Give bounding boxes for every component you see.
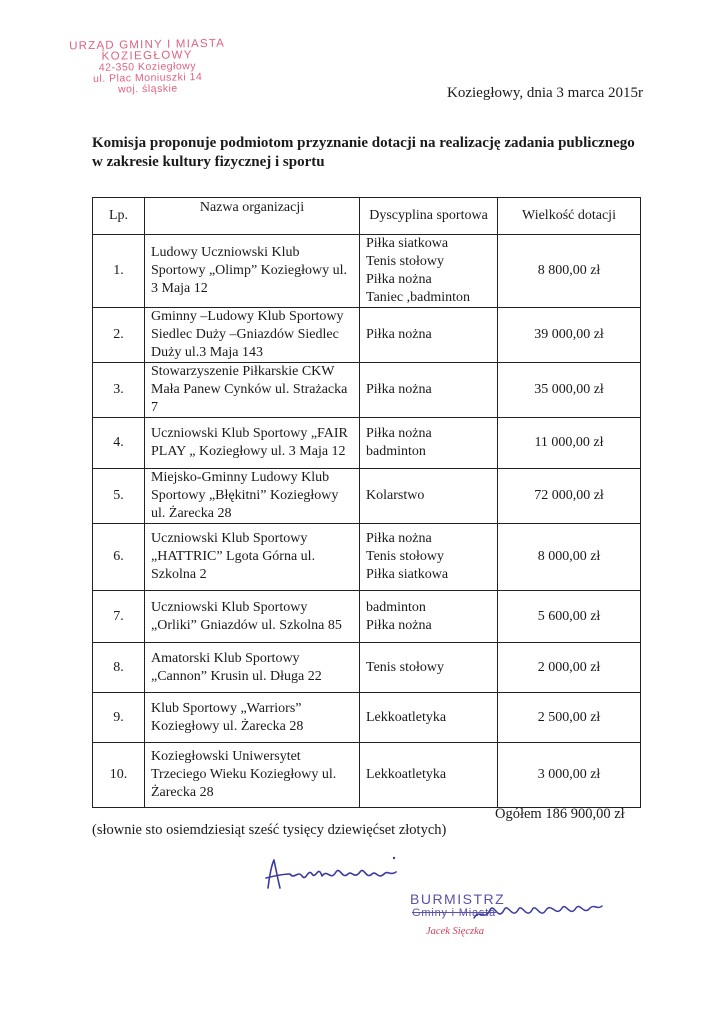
cell-amount: 2 000,00 zł bbox=[498, 643, 641, 693]
table-row bbox=[93, 418, 641, 469]
table-header-row bbox=[93, 198, 641, 235]
mayor-signature bbox=[470, 888, 605, 928]
discipline-item: Lekkoatletyka bbox=[366, 767, 447, 782]
discipline-item: Piłka siatkowa bbox=[366, 567, 449, 582]
cell-lp: 9. bbox=[93, 693, 145, 743]
cell-amount: 8 800,00 zł bbox=[498, 235, 641, 308]
stamp-line: KOZIEGŁOWY bbox=[101, 49, 194, 63]
cell-amount: 2 500,00 zł bbox=[498, 693, 641, 743]
cell-discipline bbox=[360, 591, 498, 643]
stamp-line: woj. śląskie bbox=[117, 82, 178, 96]
cell-amount: 5 600,00 zł bbox=[498, 591, 641, 643]
cell-discipline bbox=[360, 363, 498, 418]
cell-lp: 10. bbox=[93, 743, 145, 808]
cell-discipline bbox=[360, 524, 498, 591]
cell-discipline bbox=[360, 469, 498, 524]
cell-discipline bbox=[360, 643, 498, 693]
table-row bbox=[93, 643, 641, 693]
table-row bbox=[93, 693, 641, 743]
cell-organization: Uczniowski Klub Sportowy „HATTRIC” Lgota Górna ul. Szkolna 2 bbox=[145, 524, 360, 591]
cell-amount: 11 000,00 zł bbox=[498, 418, 641, 469]
discipline-item: Piłka nożna bbox=[366, 382, 432, 397]
cell-discipline bbox=[360, 308, 498, 363]
stamp-subtitle: Gminy i Miasta bbox=[412, 907, 496, 919]
discipline-item: Kolarstwo bbox=[366, 488, 425, 503]
cell-organization: Miejsko-Gminny Ludowy Klub Sportowy „Błękitni” Koziegłowy ul. Żarecka 28 bbox=[145, 469, 360, 524]
header-lp: Lp. bbox=[93, 198, 145, 235]
document-date: Koziegłowy, dnia 3 marca 2015r bbox=[447, 85, 644, 101]
cell-amount: 35 000,00 zł bbox=[498, 363, 641, 418]
table-row bbox=[93, 591, 641, 643]
stamp-line: ul. Plac Moniuszki 14 bbox=[93, 71, 203, 85]
header-discipline: Dyscyplina sportowa bbox=[360, 198, 498, 235]
table-row bbox=[93, 363, 641, 418]
table-row bbox=[93, 524, 641, 591]
discipline-item: Lekkoatletyka bbox=[366, 709, 447, 725]
table-row bbox=[93, 743, 641, 808]
cell-amount: 3 000,00 zł bbox=[498, 743, 641, 808]
stamp-line: URZĄD GMINY I MIASTA bbox=[69, 37, 226, 53]
discipline-item: Piłka nożna bbox=[366, 617, 432, 633]
document-heading: Komisja proponuje podmiotom przyznanie dotacji na realizację zadania publicznego w zakresie kultury fizycznej i sportu bbox=[92, 135, 635, 170]
discipline-item: Piłka nożna bbox=[366, 531, 432, 546]
cell-lp: 8. bbox=[93, 643, 145, 693]
discipline-item: badminton bbox=[366, 599, 426, 615]
table-row bbox=[93, 469, 641, 524]
office-stamp bbox=[55, 38, 241, 96]
cell-lp: 3. bbox=[93, 363, 145, 418]
discipline-item: badminton bbox=[366, 444, 426, 459]
table-row bbox=[93, 235, 641, 308]
cell-amount: 8 000,00 zł bbox=[498, 524, 641, 591]
discipline-item: Tenis stołowy bbox=[366, 254, 444, 269]
cell-discipline bbox=[360, 235, 498, 308]
header-amount: Wielkość dotacji bbox=[498, 198, 641, 235]
discipline-item: Taniec ,badminton bbox=[366, 290, 470, 305]
discipline-item: Tenis stołowy bbox=[366, 549, 444, 564]
cell-discipline bbox=[360, 743, 498, 808]
cell-lp: 5. bbox=[93, 469, 145, 524]
cell-organization: Koziegłowski Uniwersytet Trzeciego Wieku Koziegłowy ul. Żarecka 28 bbox=[145, 743, 360, 808]
cell-lp: 4. bbox=[93, 418, 145, 469]
grants-table bbox=[92, 197, 641, 808]
cell-discipline bbox=[360, 693, 498, 743]
cell-organization: Klub Sportowy „Warriors” Koziegłowy ul. Żarecka 28 bbox=[145, 693, 360, 743]
cell-organization: Uczniowski Klub Sportowy „Orliki” Gniazdów ul. Szkolna 85 bbox=[145, 591, 360, 643]
cell-amount: 72 000,00 zł bbox=[498, 469, 641, 524]
cell-organization: Ludowy Uczniowski Klub Sportowy „Olimp” Koziegłowy ul. 3 Maja 12 bbox=[145, 235, 360, 308]
discipline-item: Piłka nożna bbox=[366, 426, 432, 441]
discipline-item: Piłka nożna bbox=[366, 327, 432, 342]
discipline-item: Tenis stołowy bbox=[366, 659, 444, 675]
stamp-name: Jacek Sięczka bbox=[426, 926, 485, 937]
stamp-line: 42-350 Koziegłowy bbox=[98, 60, 197, 74]
cell-lp: 7. bbox=[93, 591, 145, 643]
discipline-item: Piłka nożna bbox=[366, 272, 432, 287]
cell-organization: Stowarzyszenie Piłkarskie CKW Mała Panew Cynków ul. Strażacka 7 bbox=[145, 363, 360, 418]
cell-organization: Gminny –Ludowy Klub Sportowy Siedlec Duży –Gniazdów Siedlec Duży ul.3 Maja 143 bbox=[145, 308, 360, 363]
mayor-signature-stamp bbox=[400, 888, 610, 948]
stamp-title: BURMISTRZ bbox=[410, 891, 506, 907]
discipline-item: Piłka siatkowa bbox=[366, 236, 449, 251]
cell-amount: 39 000,00 zł bbox=[498, 308, 641, 363]
cell-lp: 2. bbox=[93, 308, 145, 363]
cell-organization: Amatorski Klub Sportowy „Cannon” Krusin ul. Długa 22 bbox=[145, 643, 360, 693]
cell-lp: 1. bbox=[93, 235, 145, 308]
cell-lp: 6. bbox=[93, 524, 145, 591]
total-amount: Ogółem 186 900,00 zł bbox=[495, 806, 625, 822]
cell-discipline bbox=[360, 418, 498, 469]
header-organization: Nazwa organizacji bbox=[145, 198, 360, 235]
cell-organization: Uczniowski Klub Sportowy „FAIR PLAY „ Koziegłowy ul. 3 Maja 12 bbox=[145, 418, 360, 469]
amount-in-words: (słownie sto osiemdziesiąt sześć tysięcy dziewięćset złotych) bbox=[92, 822, 447, 838]
handwritten-signature bbox=[262, 850, 412, 903]
table-row bbox=[93, 308, 641, 363]
